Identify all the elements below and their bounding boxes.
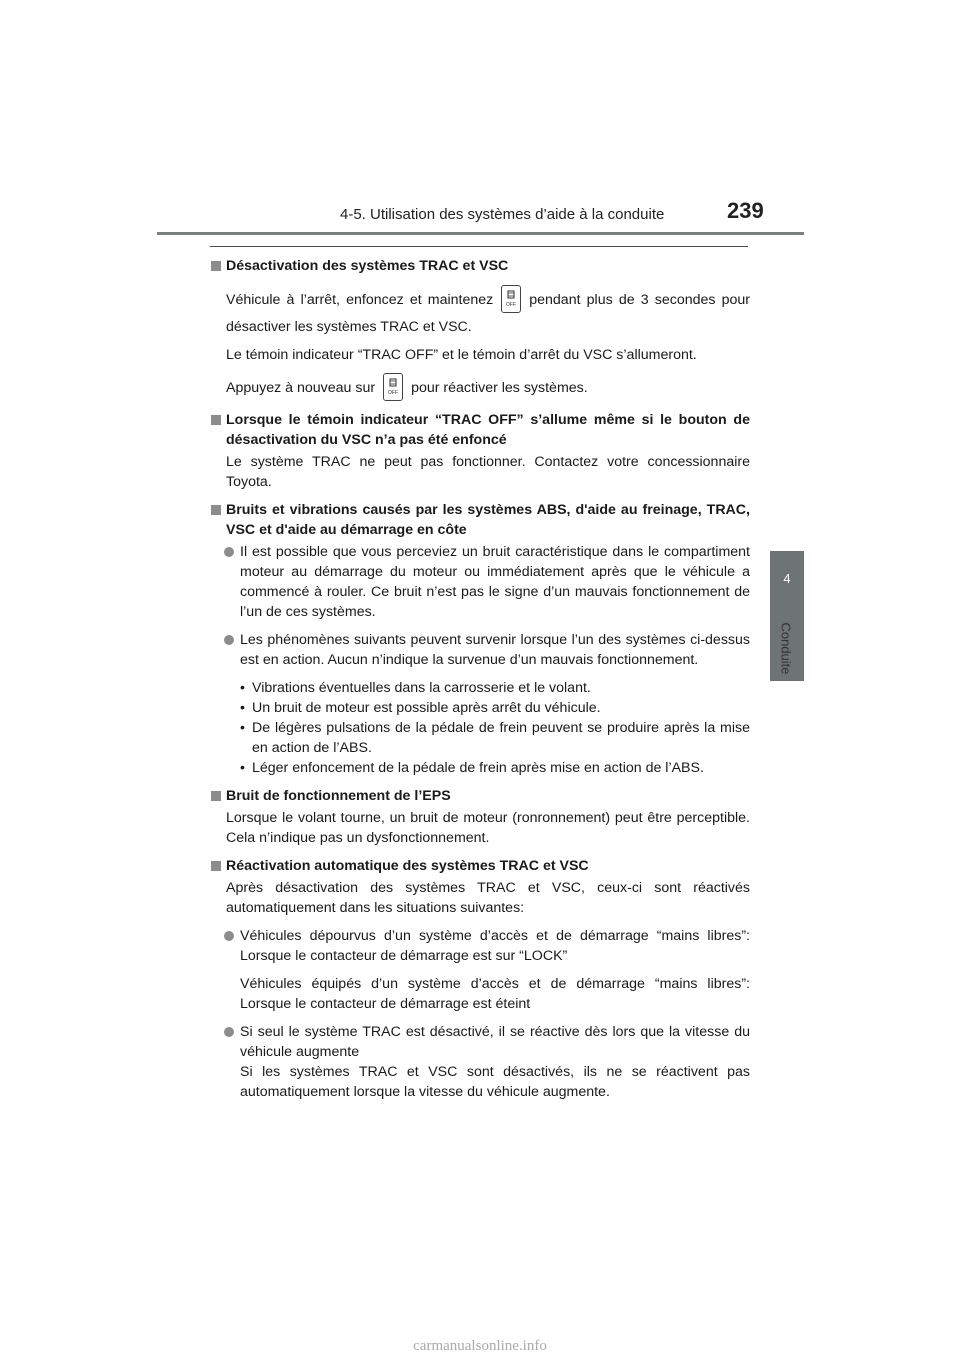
paragraph: Véhicule à l’arrêt, enfoncez et maintenez OFF pendant plus de 3 secondes pour désactiver les systèmes TRAC et VSC. — [226, 285, 750, 341]
chapter-tab-label-wrap — [764, 613, 808, 683]
list-item: Véhicules dépourvus d’un système d’accès et de démarrage “mains libres”: Lorsque le contacteur de démarrage est sur “LOCK” — [210, 926, 750, 966]
paragraph: Le témoin indicateur “TRAC OFF” et le témoin d’arrêt du VSC s’allumeront. — [226, 347, 697, 363]
page-content — [210, 256, 750, 1110]
watermark: carmanualsonline.info — [413, 1338, 547, 1354]
square-bullet-icon — [211, 415, 221, 425]
square-bullet-icon — [211, 261, 221, 271]
sub-list-item: • Léger enfoncement de la pédale de frein après mise en action de l’ABS. — [240, 760, 704, 776]
paragraph: Véhicules équipés d’un système d’accès et de démarrage “mains libres”: Lorsque le contacteur de démarrage est éteint — [240, 976, 750, 1012]
vsc-off-button-icon — [501, 285, 521, 313]
chapter-tab-number: 4 — [783, 571, 791, 586]
section-heading: Désactivation des systèmes TRAC et VSC — [210, 256, 750, 276]
paragraph: Lorsque le volant tourne, un bruit de moteur (ronronnement) peut être perceptible. Cela n’indique pas un dysfonctionnement. — [226, 810, 750, 846]
chapter-tab-label: Conduite — [778, 621, 794, 675]
vsc-off-button-icon — [383, 373, 403, 401]
section-title: 4-5. Utilisation des systèmes d’aide à la conduite — [340, 206, 665, 223]
section-divider — [210, 246, 748, 247]
sub-list-item: • Vibrations éventuelles dans la carrosserie et le volant. — [240, 680, 591, 696]
section-heading: Réactivation automatique des systèmes TRAC et VSC — [210, 856, 750, 876]
sub-list-item: • De légères pulsations de la pédale de frein peuvent se produire après la mise en action de l’ABS. — [240, 720, 750, 756]
paragraph: Si les systèmes TRAC et VSC sont désactivés, ils ne se réactivent pas automatiquement lorsque la vitesse du véhicule augmente. — [240, 1064, 750, 1100]
list-item: Il est possible que vous perceviez un bruit caractéristique dans le compartiment moteur au démarrage du moteur ou immédiatement après que le véhicule a commencé à rouler. Ce bruit n’est pas le signe d’un mauvais fonctionnement de l’un de ces systèmes. — [210, 542, 750, 622]
svg-text:OFF: OFF — [388, 390, 399, 396]
list-item: Les phénomènes suivants peuvent survenir lorsque l’un des systèmes ci-dessus est en action. Aucun n’indique la survenue d’un mauvais fonctionnement. — [210, 630, 750, 670]
paragraph: Après désactivation des systèmes TRAC et VSC, ceux-ci sont réactivés automatiquement dans les situations suivantes: — [226, 880, 750, 916]
square-bullet-icon — [211, 861, 221, 871]
section-heading: Bruit de fonctionnement de l’EPS — [210, 786, 750, 806]
paragraph: Appuyez à nouveau sur OFF pour réactiver les systèmes. — [226, 373, 750, 402]
svg-text:OFF: OFF — [506, 302, 517, 308]
round-bullet-icon — [224, 931, 234, 941]
sub-list-item: • Un bruit de moteur est possible après arrêt du véhicule. — [240, 700, 601, 716]
section-heading: Lorsque le témoin indicateur “TRAC OFF” s’allume même si le bouton de désactivation du VSC n’a pas été enfoncé — [210, 410, 750, 450]
square-bullet-icon — [211, 505, 221, 515]
round-bullet-icon — [224, 547, 234, 557]
round-bullet-icon — [224, 635, 234, 645]
round-bullet-icon — [224, 1027, 234, 1037]
list-item: Si seul le système TRAC est désactivé, il se réactive dès lors que la vitesse du véhicule augmente — [210, 1022, 750, 1062]
page-number: 239 — [727, 198, 764, 223]
square-bullet-icon — [211, 791, 221, 801]
section-heading: Bruits et vibrations causés par les systèmes ABS, d'aide au freinage, TRAC, VSC et d'aide au démarrage en côte — [210, 500, 750, 540]
header-rule — [157, 232, 804, 235]
paragraph: Le système TRAC ne peut pas fonctionner. Contactez votre concessionnaire Toyota. — [226, 454, 750, 490]
